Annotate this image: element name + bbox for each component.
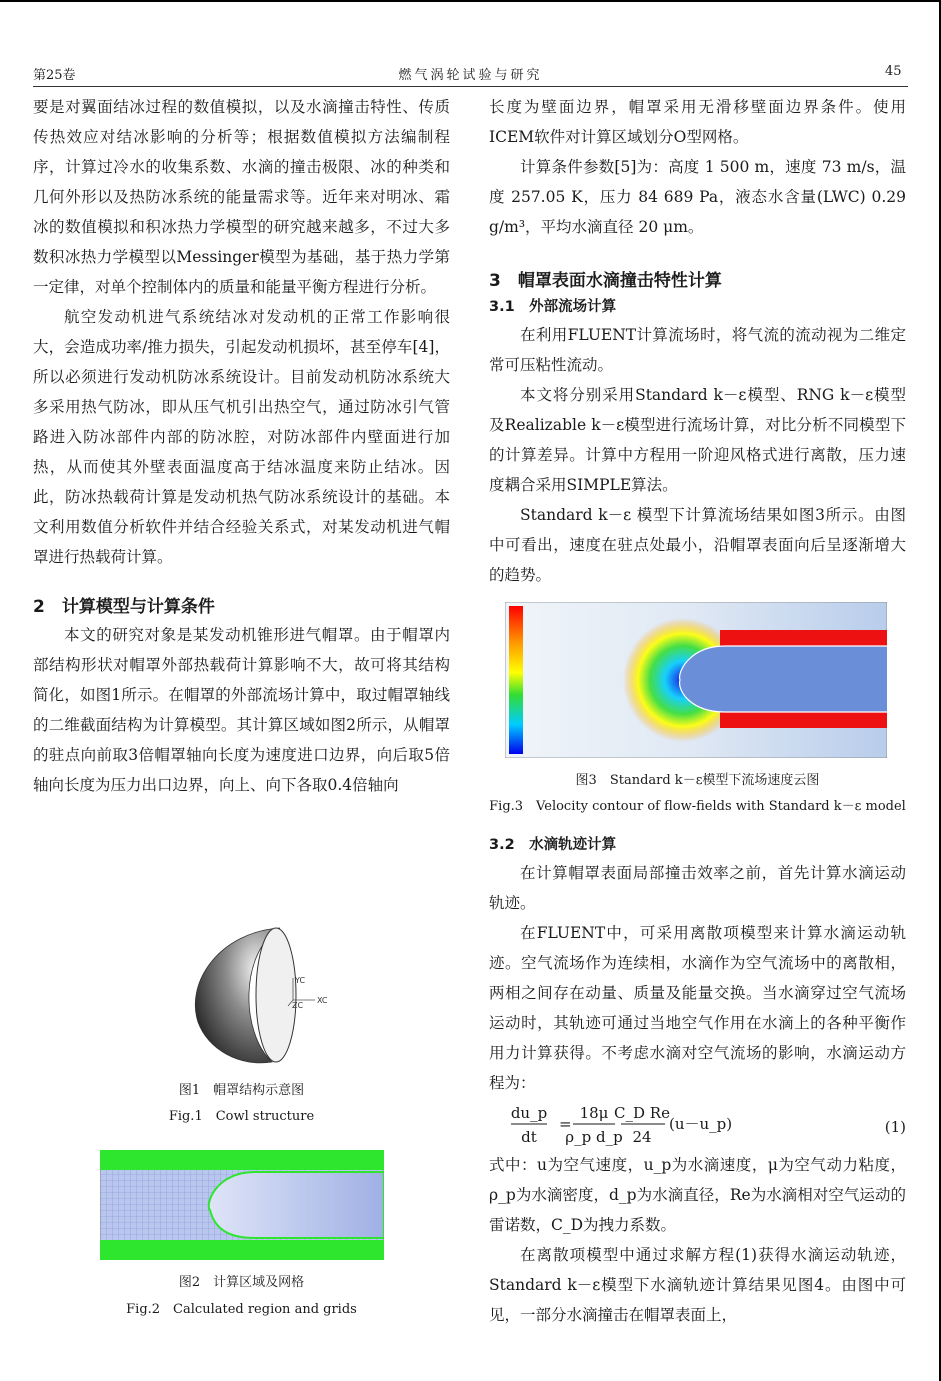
header-journal: 燃气涡轮试验与研究	[398, 68, 543, 83]
right-paragraph-6: 在计算帽罩表面局部撞击效率之前，首先计算水滴运动轨迹。	[489, 864, 906, 912]
header-page-number: 45	[885, 64, 902, 79]
right-paragraph-9: 在离散项模型中通过求解方程(1)获得水滴运动轨迹，Standard k－ε模型下水滴轨迹计算结果见图4。由图中可见，一部分水滴撞击在帽罩表面上，	[489, 1246, 906, 1324]
eq-tail: (u－u_p)	[669, 1115, 733, 1133]
figure-1-cowl	[180, 922, 340, 1072]
axis-zc-label: ZC	[292, 1001, 304, 1010]
right-paragraph-5: Standard k－ε 模型下计算流场结果如图3所示。由图中可看出，速度在驻点处最小，沿帽罩表面向后呈逐渐增大的趋势。	[489, 506, 906, 584]
section-3-heading: 3 帽罩表面水滴撞击特性计算	[489, 271, 722, 291]
cowl-body	[680, 646, 887, 712]
grid-top-band	[100, 1150, 384, 1170]
right-paragraph-2: 计算条件参数[5]为：高度 1 500 m，速度 73 m/s，温度 257.05 K，压力 84 689 Pa，液态水含量(LWC) 0.29 g/m³，平均水滴直径 20 μm。	[489, 158, 906, 236]
equation-1	[489, 1098, 906, 1150]
lower-high-velocity-band	[720, 712, 887, 728]
grid-cowl-region	[209, 1172, 384, 1238]
figure-3-velocity-contour	[505, 602, 887, 758]
eq-coef1-numerator: 18μ	[579, 1104, 609, 1122]
eq-lhs-denominator: dt	[521, 1128, 537, 1146]
equation-1-number: (1)	[884, 1118, 906, 1136]
figure-3-caption-en: Fig.3 Velocity contour of flow-fields with Standard k－ε model	[489, 799, 906, 814]
equation-1-formula	[489, 1098, 906, 1150]
upper-high-velocity-band	[720, 630, 887, 646]
header-rule	[33, 86, 908, 87]
right-paragraph-4: 本文将分别采用Standard k－ε模型、RNG k－ε模型及Realizable k－ε模型进行流场计算，对比分析不同模型下的计算差异。计算中方程用一阶迎风格式进行离散，压力速度耦合采用SIMPLE算法。	[489, 386, 906, 494]
eq-coef2-denominator: 24	[632, 1128, 652, 1146]
page-frame-top	[0, 0, 941, 2]
right-paragraph-8: 式中：u为空气速度，u_p为水滴速度，μ为空气动力粘度，ρ_p为水滴密度，d_p为水滴直径，Re为水滴相对空气运动的雷诺数，C_D为拽力系数。	[489, 1156, 906, 1234]
section-2-heading: 2 计算模型与计算条件	[33, 597, 215, 617]
figure-3-caption-cn: 图3 Standard k－ε模型下流场速度云图	[575, 773, 820, 788]
figure-1-caption-cn: 图1 帽罩结构示意图	[178, 1083, 305, 1098]
subsection-3-2-heading: 3.2 水滴轨迹计算	[489, 837, 617, 853]
figure-1-caption-en: Fig.1 Cowl structure	[168, 1109, 315, 1124]
right-paragraph-3: 在利用FLUENT计算流场时，将气流的流动视为二维定常可压粘性流动。	[489, 326, 906, 374]
velocity-colorbar	[509, 606, 523, 754]
figure-2-caption-cn: 图2 计算区域及网格	[178, 1275, 305, 1290]
left-paragraph-2: 航空发动机进气系统结冰对发动机的正常工作影响很大，会造成功率/推力损失，引起发动机损坏，甚至停车[4]，所以必须进行发动机防冰系统设计。目前发动机防冰系统大多采用热气防冰，即从压气机引出热空气，通过防冰引气管路进入防冰部件内部的防冰腔，对防冰部件内壁面进行加热，从而使其外壁表面温度高于结冰温度来防止结冰。因此，防冰热载荷计算是发动机热气防冰系统设计的基础。本文利用数值分析软件并结合经验关系式，对某发动机进气帽罩进行热载荷计算。	[33, 308, 450, 566]
eq-lhs-numerator: du_p	[510, 1104, 548, 1122]
right-column-top	[489, 92, 906, 590]
subsection-3-1-heading: 3.1 外部流场计算	[489, 299, 617, 315]
axis-yc-label: YC	[295, 976, 306, 985]
right-paragraph-7: 在FLUENT中，可采用离散项模型来计算水滴运动轨迹。空气流场作为连续相，水滴作为空气流场中的离散相，两相之间存在动量、质量及能量交换。当水滴穿过空气流场运动时，其轨迹可通过当地空气作用在水滴上的各种平衡作用力计算获得。不考虑水滴对空气流场的影响，水滴运动方程为：	[489, 924, 906, 1092]
figure-2-caption-en: Fig.2 Calculated region and grids	[126, 1302, 357, 1317]
eq-coef2-numerator: C_D Re	[614, 1104, 670, 1122]
eq-coef1-denominator: ρ_p d_p	[565, 1128, 623, 1146]
left-column	[33, 92, 450, 800]
right-paragraph-1: 长度为壁面边界，帽罩采用无滑移壁面边界条件。使用ICEM软件对计算区域划分O型网格。	[489, 98, 906, 146]
right-column-bottom	[489, 832, 906, 1330]
header-volume: 第25卷	[33, 68, 76, 83]
axis-xc-label: XC	[317, 996, 328, 1005]
cowl-rim	[256, 928, 296, 1062]
figure-2-grid	[100, 1150, 384, 1260]
left-paragraph-3: 本文的研究对象是某发动机锥形进气帽罩。由于帽罩内部结构形状对帽罩外部热载荷计算影响不大，故可将其结构简化，如图1所示。在帽罩的外部流场计算中，取过帽罩轴线的二维截面结构为计算模型。其计算区域如图2所示，从帽罩的驻点向前取3倍帽罩轴向长度为速度进口边界，向后取5倍轴向长度为压力出口边界，向上、向下各取0.4倍轴向	[33, 626, 450, 794]
left-paragraph-1: 要是对翼面结冰过程的数值模拟，以及水滴撞击特性、传质传热效应对结冰影响的分析等；根据数值模拟方法编制程序，计算过冷水的收集系数、水滴的撞击极限、冰的种类和几何外形以及热防冰系统的能量需求等。近年来对明冰、霜冰的数值模拟和积冰热力学模型的研究越来越多，不过大多数积冰热力学模型以Messinger模型为基础，基于热力学第一定律，对单个控制体内的质量和能量平衡方程进行分析。	[33, 98, 450, 296]
svg-text:=: =	[559, 1115, 572, 1133]
grid-bottom-band	[100, 1240, 384, 1260]
